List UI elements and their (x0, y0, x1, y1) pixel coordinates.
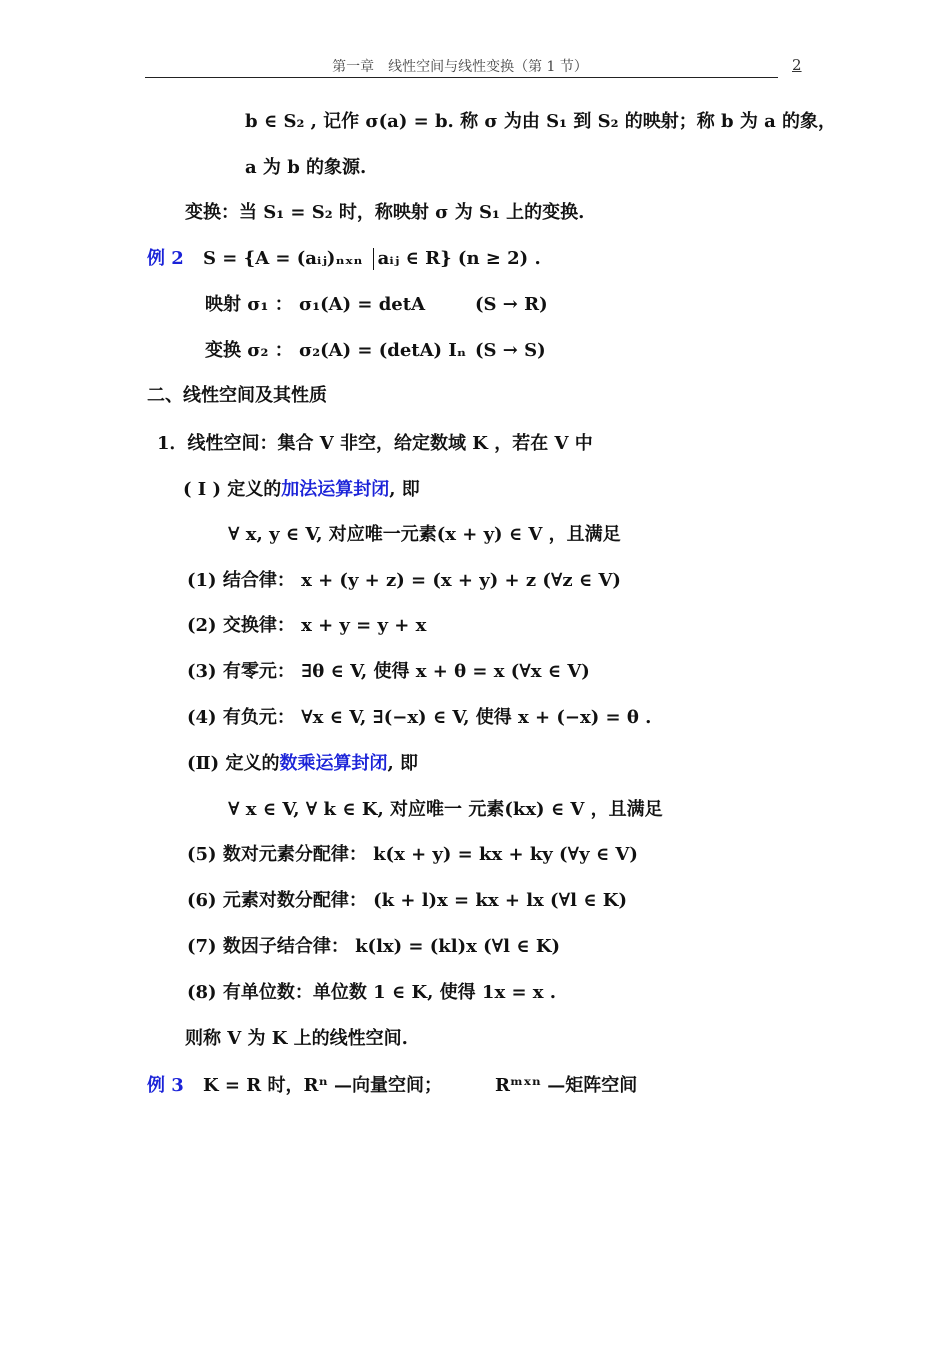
part-1-suffix: , 即 (389, 479, 420, 500)
part-2-line (187, 752, 418, 776)
section-heading: 二、线性空间及其性质 (147, 385, 327, 406)
set-bar (373, 248, 374, 270)
example-3-label: 例 3 (147, 1075, 184, 1096)
scalar-forall: ∀ x ∈ V, ∀ k ∈ K, 对应唯一 元素(kx) ∈ V ，且满足 (228, 799, 663, 820)
map-sigma2: 变换 σ₂ ： σ₂(A) = (detA) Iₙ (205, 340, 467, 361)
axiom-2: (2) 交换律： x + y = y + x (187, 615, 427, 636)
example-2-set (203, 247, 541, 271)
axiom-7: (7) 数因子结合律： k(lx) = (kl)x (∀l ∈ K) (187, 936, 561, 957)
scalar-closure-link[interactable]: 数乘运算封闭 (279, 753, 388, 774)
example-3-matrix: Rᵐˣⁿ —矩阵空间 (495, 1075, 638, 1096)
part-1-line (183, 478, 420, 502)
axiom-1: (1) 结合律： x + (y + z) = (x + y) + z (∀z ∈ V) (187, 570, 621, 591)
axiom-8: (8) 有单位数：单位数 1 ∈ K, 使得 1x = x . (187, 982, 557, 1003)
preimage-line: a 为 b 的象源. (245, 157, 367, 178)
header-rule (145, 77, 778, 78)
mapping-def-line: b ∈ S₂ , 记作 σ(a) = b. 称 σ 为由 S₁ 到 S₂ 的映射；称 b 为 a 的象， (245, 111, 837, 132)
axiom-4: (4) 有负元： ∀x ∈ V, ∃(−x) ∈ V, 使得 x + (−x) = θ . (187, 707, 652, 728)
axiom-3: (3) 有零元： ∃θ ∈ V, 使得 x + θ = x (∀x ∈ V) (187, 661, 590, 682)
map-sigma2-domain: (S → S) (475, 340, 546, 361)
addition-forall: ∀ x, y ∈ V, 对应唯一元素(x + y) ∈ V ，且满足 (228, 524, 621, 545)
map-sigma1-domain: (S → R) (475, 294, 548, 315)
part-2-prefix: (Ⅱ) 定义的 (187, 753, 280, 774)
axiom-5: (5) 数对元素分配律： k(x + y) = kx + ky (∀y ∈ V) (187, 844, 638, 865)
example-3-vector: K = R 时，Rⁿ —向量空间； (203, 1075, 443, 1096)
example-2-label: 例 2 (147, 248, 184, 269)
part-1-prefix: ( I ) 定义的 (183, 479, 282, 500)
example-2-set-right: aᵢⱼ ∈ R} (n ≥ 2) . (377, 248, 541, 269)
running-header: 第一章 线性空间与线性变换（第 1 节） (332, 59, 588, 75)
linear-space-def: 1．线性空间：集合 V 非空，给定数域 K ，若在 V 中 (157, 433, 593, 454)
conclusion: 则称 V 为 K 上的线性空间. (185, 1028, 408, 1049)
part-2-suffix: , 即 (387, 753, 419, 774)
transform-def-line: 变换：当 S₁ = S₂ 时，称映射 σ 为 S₁ 上的变换. (185, 202, 585, 223)
addition-closure-link[interactable]: 加法运算封闭 (281, 479, 390, 500)
example-2-set-left: S = {A = (aᵢⱼ)ₙₓₙ (203, 248, 363, 269)
page-number: 2 (792, 56, 802, 74)
axiom-6: (6) 元素对数分配律： (k + l)x = kx + lx (∀l ∈ K) (187, 890, 627, 911)
map-sigma1: 映射 σ₁ ： σ₁(A) = detA (205, 294, 426, 315)
